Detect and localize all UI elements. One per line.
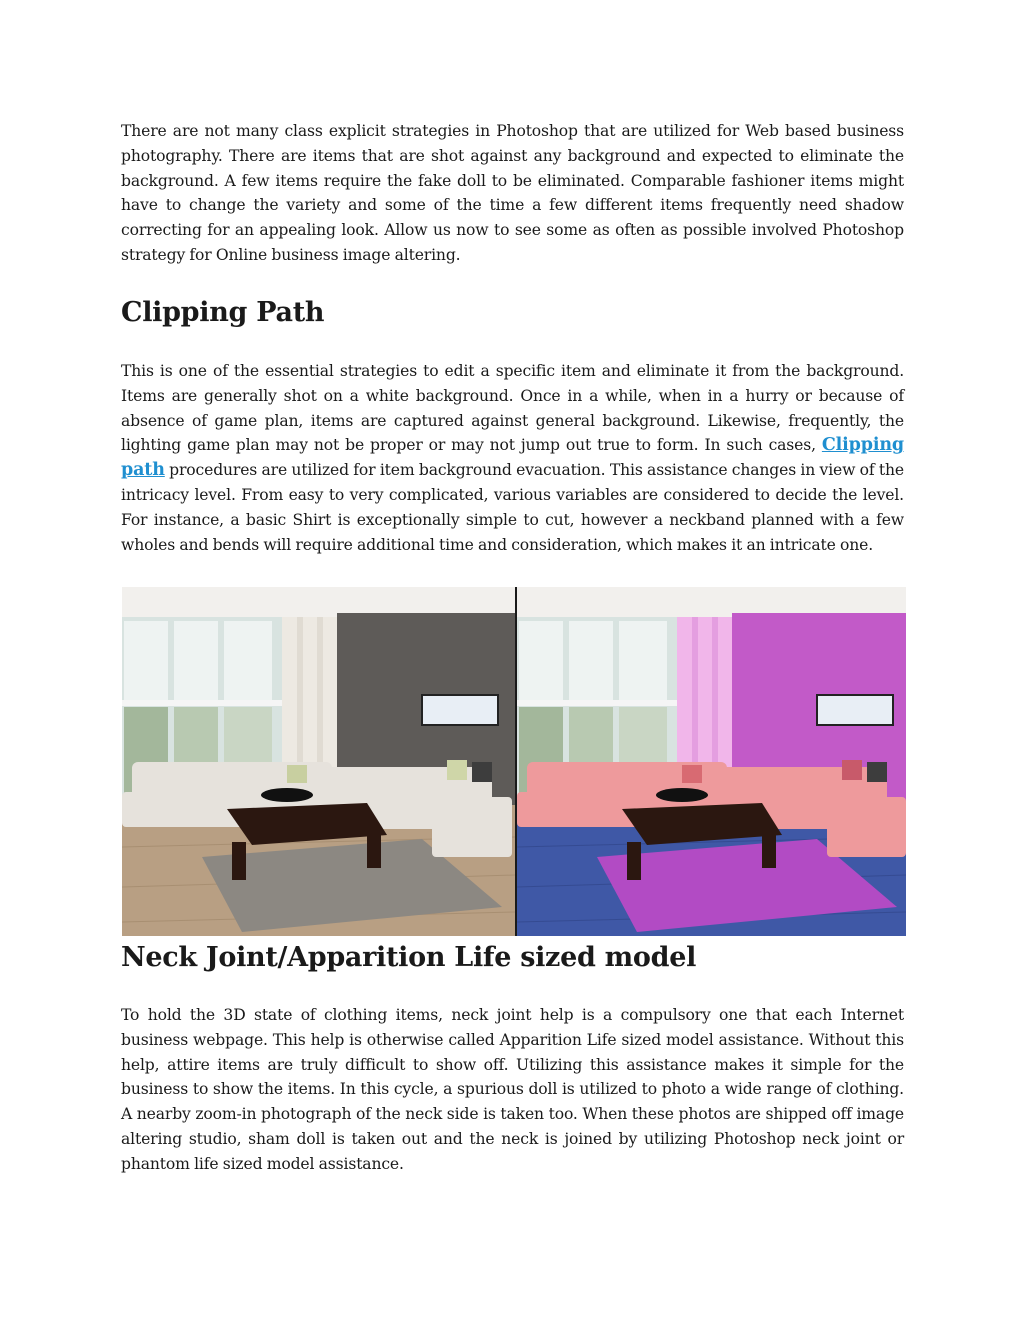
clipping-text-after: procedures are utilized for item background evacuation. This assistance changes in view of the intricacy level. From easy to very complicated, various variables are considered to decide the level. For instance, a basic Shirt is exceptionally simple to cut, however a neckband planned with a few wholes and bends will require additional time and consideration, which makes it an intricate one. (121, 461, 904, 554)
neck-joint-paragraph: To hold the 3D state of clothing items, neck joint help is a compulsory one that each Internet business webpage. This help is otherwise called Apparition Life sized model assistance. Without this help, attire items are truly difficult to show off. Utilizing this assistance makes it simple for the business to show the items. In this cycle, a spurious doll is utilized to photo a wide range of clothing. A nearby zoom-in photograph of the neck side is taken too. When these photos are shipped off image altering studio, sham doll is taken out and the neck is joined by utilizing Photoshop neck joint or phantom life sized model assistance. (121, 1006, 904, 1173)
clipping-path-paragraph (121, 359, 904, 557)
heading-neck-joint: Neck Joint/Apparition Life sized model (121, 942, 697, 973)
clipping-text-before: This is one of the essential strategies to edit a specific item and eliminate it from the background. Items are generally shot on a white background. Once in a while, when in a hurry or because of absence of game plan, items are captured against general background. Likewise, frequently, the lighting game plan may not be proper or may not jump out true to form. In such cases, (121, 362, 904, 455)
heading-clipping-path: Clipping Path (121, 297, 325, 328)
intro-paragraph: There are not many class explicit strategies in Photoshop that are utilized for Web based business photography. There are items that are shot against any background and expected to eliminate the background. A few items require the fake doll to be eliminated. Comparable fashioner items might have to change the variety and some of the time a few different items frequently need shadow correcting for an appealing look. Allow us now to see some as often as possible involved Photoshop strategy for Online business image altering. (121, 122, 904, 264)
original-room-photo (122, 587, 515, 936)
edited-room-photo (517, 587, 906, 936)
before-after-living-room-image (122, 587, 906, 936)
clipping-path-link[interactable]: Clipping path (121, 435, 904, 481)
